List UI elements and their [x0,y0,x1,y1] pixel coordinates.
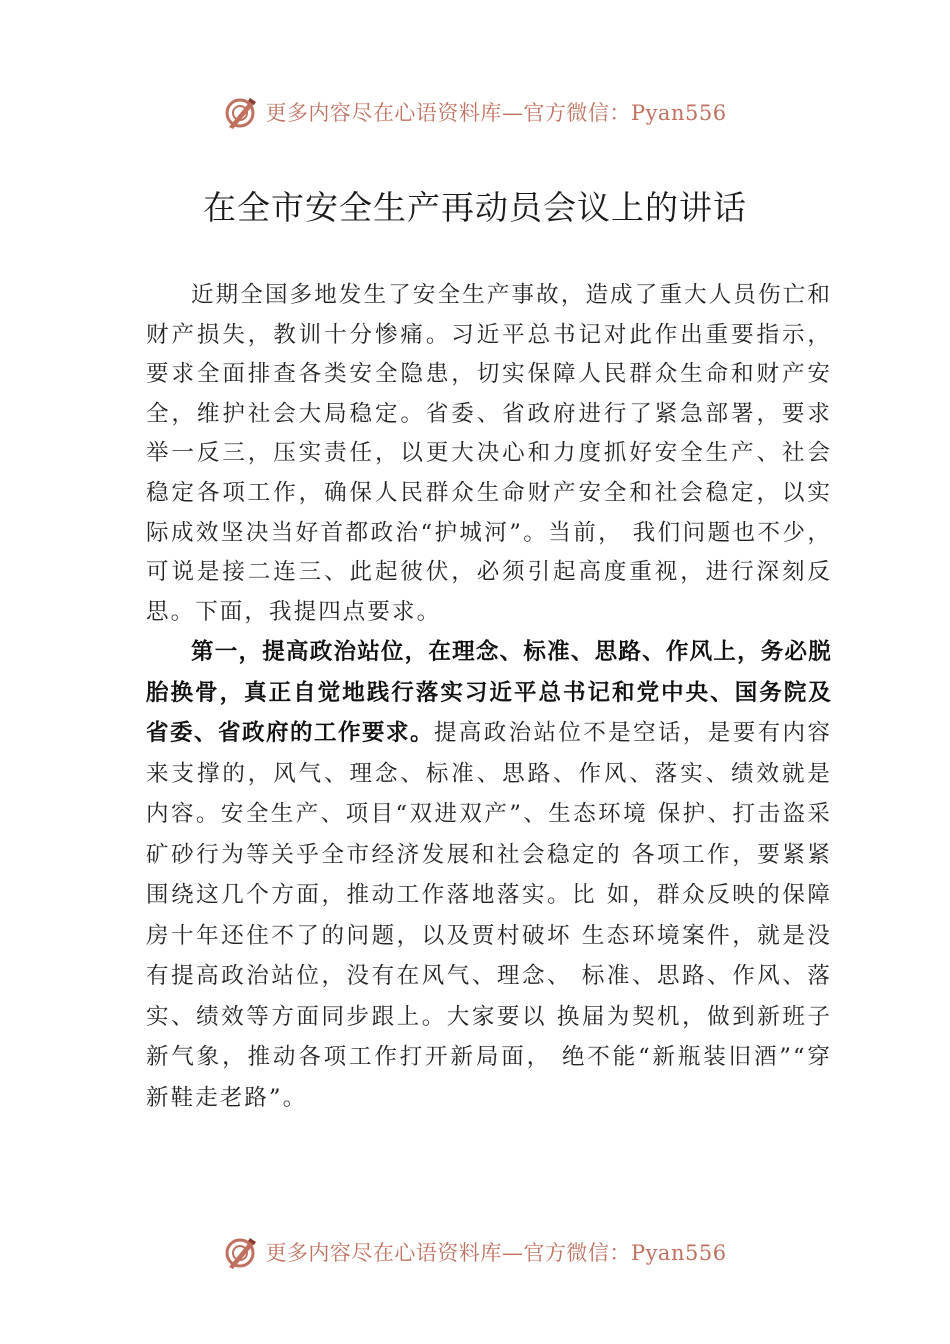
paragraph-first-requirement [146,632,832,1118]
watermark-wechat-label: 官方微信： [523,101,631,125]
footer-watermark [0,1232,950,1272]
watermark-main-text: 更多内容尽在心语资料库 [265,101,502,125]
watermark-wechat-label: 官方微信： [523,1241,631,1265]
watermark-main-text: 更多内容尽在心语资料库 [265,1241,502,1265]
pen-seal-icon [223,94,259,130]
paragraph-intro: 近期全国多地发生了安全生产事故，造成了重大人员伤亡和财产损失，教训十分惨痛。习近平总书记对此作出重要指示，要求全面排查各类安全隐患，切实保障人民群众生命和财产安全，维护社会大局稳定。省委、省政府进行了紧急部署，要求举一反三，压实责任，以更大决心和力度抓好安全生产、社会稳定各项工作，确保人民群众生命财产安全和社会稳定，以实际成效坚决当好首都政治“护城河”。当前， 我们问题也不少，可说是接二连三、此起彼伏，必须引起高度重视，进行深刻反思。下面，我提四点要求。 [146,282,832,625]
watermark-wechat-id: Pyan556 [630,1241,727,1265]
paragraph-lead-bold: 第一，提高政治站位，在理念、标准、思路、作风上，务必脱胎换骨，真正自觉地践行落实习近平总书记和党中央、国务院及省委、省政府的工作要求。 [146,639,832,747]
pen-seal-icon [223,1234,259,1270]
watermark-dash: — [501,101,524,125]
watermark-dash: — [501,1241,524,1265]
document-body [146,276,832,1118]
document-title: 在全市安全生产再动员会议上的讲话 [203,188,747,227]
header-watermark [0,92,950,132]
watermark-wechat-id: Pyan556 [630,101,727,125]
paragraph-rest: 提高政治站位不是空话，是要有内容来支撑的，风气、理念、标准、思路、作风、落实、绩效就是内容。安全生产、项目“双进双产”、生态环境 保护、打击盗采矿砂行为等关乎全市经济发展和社会稳定的 各项工作，要紧紧围绕这几个方面，推动工作落地落实。比 如，群众反映的保障房十年还住不了的问题，以及贾村破坏 生态环境案件，就是没有提高政治站位，没有在风气、理念、 标准、思路、作风、落实、绩效等方面同步跟上。大家要以 换届为契机，做到新班子新气象，推动各项工作打开新局面， 绝不能“新瓶装旧酒”“穿新鞋走老路”。 [146,720,832,1111]
